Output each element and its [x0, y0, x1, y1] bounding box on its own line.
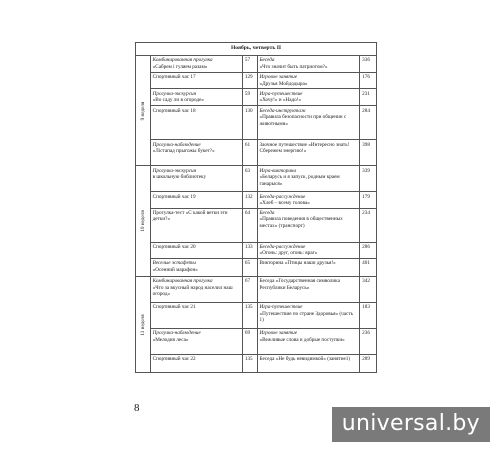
topic-cell — [257, 140, 360, 166]
topic-type: Игра-путешествие — [259, 90, 303, 97]
topic-type: Беседа-инструктаж — [259, 107, 306, 114]
table-row — [136, 242, 377, 258]
week-cell — [136, 166, 151, 277]
activity-cell — [150, 192, 242, 208]
topic-page-number: 284 — [360, 106, 377, 140]
topic-type: Игра-путешествие — [259, 304, 303, 311]
topic-type: Беседа-рассуждение — [259, 243, 306, 250]
activity-cell — [150, 56, 242, 73]
table-header-row — [136, 43, 377, 56]
activity-type: Комбинированная прогулка — [152, 57, 213, 64]
topic-page-number: 286 — [360, 242, 377, 258]
activity-cell — [150, 208, 242, 242]
topic-cell — [257, 303, 360, 329]
topic-title: «Друзья Мойдодыра» — [259, 80, 308, 87]
topic-page-number: 179 — [360, 192, 377, 208]
table-row — [136, 56, 377, 73]
activity-cell — [150, 166, 242, 192]
topic-title: «Хлеб – всему голова» — [259, 200, 310, 207]
activity-cell — [150, 242, 242, 258]
activity-page-number: 65 — [242, 259, 257, 277]
activity-page-number: 129 — [242, 73, 257, 89]
table-row — [136, 208, 377, 242]
activity-title: «Лiстапад прыгожы букет?» — [152, 148, 215, 155]
topic-title: «Беларусь и я запуск, родным краем ганарыся» — [259, 174, 340, 187]
topic-title: «Что значит быть патриотом?» — [259, 63, 328, 70]
topic-cell — [257, 192, 360, 208]
topic-page-number: 336 — [360, 56, 377, 73]
activity-page-number: 135 — [242, 355, 257, 373]
activity-page-number: 64 — [242, 208, 257, 242]
activity-type: Прогулка-наблюдение — [152, 141, 201, 148]
topic-title: Беседа «Государственная символика Республики Беларусь» — [259, 278, 340, 291]
topic-cell — [257, 355, 360, 373]
topic-type: Беседа — [259, 57, 275, 64]
table-row — [136, 192, 377, 208]
activity-page-number: 57 — [242, 56, 257, 73]
activity-type: Комбинированная прогулка — [152, 278, 213, 285]
activity-title: «Что за вкусный народ населил наш огород» — [152, 284, 233, 298]
table-row — [136, 140, 377, 166]
topic-cell — [257, 106, 360, 140]
topic-title: Викторина «Птицы наши друзья!» — [259, 260, 336, 267]
activity-type: Прогулка-экскурсия — [152, 167, 197, 174]
topic-page-number: 231 — [360, 89, 377, 106]
activity-page-number: 132 — [242, 192, 257, 208]
week-cell — [136, 56, 151, 166]
activity-page-number: 133 — [242, 242, 257, 258]
watermark-logo: universal.by — [332, 407, 490, 442]
activity-cell — [150, 303, 242, 329]
table-row — [136, 329, 377, 355]
topic-title: «Путешествие по стране Здоровья» (часть 1) — [259, 310, 353, 324]
activity-title: в школьную библиотеку — [152, 174, 207, 181]
page-number: 8 — [134, 402, 140, 414]
topic-title: Заочное путешествие «Интересно знать! Сбережем энергию!» — [259, 141, 350, 155]
lesson-plan-table — [135, 42, 377, 373]
week-label: 9 неделя — [139, 101, 146, 121]
topic-cell — [257, 56, 360, 73]
table-row — [136, 166, 377, 192]
topic-page-number: 342 — [360, 277, 377, 303]
topic-page-number: 234 — [360, 208, 377, 242]
table-row — [136, 89, 377, 106]
activity-title: «Мелодия леса» — [152, 336, 189, 343]
topic-cell — [257, 242, 360, 258]
topic-page-number: 289 — [360, 355, 377, 373]
activity-title: Спортивный час 18 — [152, 107, 196, 114]
activity-page-number: 59 — [242, 89, 257, 106]
activity-title: Спортивный час 22 — [152, 356, 196, 363]
activity-cell — [150, 355, 242, 373]
activity-page-number: 69 — [242, 329, 257, 355]
topic-cell — [257, 259, 360, 277]
week-label: 10 неделя — [139, 210, 146, 232]
activity-page-number: 130 — [242, 106, 257, 140]
topic-page-number: 339 — [360, 166, 377, 192]
topic-type: Игровое занятие — [259, 330, 298, 337]
topic-page-number: 398 — [360, 140, 377, 166]
activity-page-number: 63 — [242, 166, 257, 192]
activity-cell — [150, 73, 242, 89]
topic-cell — [257, 208, 360, 242]
topic-title: «Огонь: друг, огонь: враг» — [259, 250, 318, 257]
topic-title: «Правила поведения в общественных местах» (транспорт) — [259, 216, 343, 229]
table-row — [136, 355, 377, 373]
activity-cell — [150, 277, 242, 303]
week-label: 11 неделя — [139, 314, 146, 336]
table-row — [136, 259, 377, 277]
topic-type: Игровое занятие — [259, 74, 298, 81]
activity-title: «Сабрем і гуляем разам» — [152, 63, 208, 70]
topic-cell — [257, 166, 360, 192]
topic-cell — [257, 73, 360, 89]
activity-title: «Во саду ли в огороде» — [152, 97, 204, 104]
table-row — [136, 277, 377, 303]
activity-page-number: 67 — [242, 277, 257, 303]
topic-page-number: 236 — [360, 329, 377, 355]
activity-title: Спортивный час 21 — [152, 304, 196, 311]
activity-title: Прогулка-тест «С какой ветки эти детки?» — [152, 209, 228, 223]
table-header: Ноябрь, четверть II — [136, 43, 377, 56]
topic-title: «Вежливые слова и добрые поступки» — [259, 336, 345, 343]
topic-title: «Хочу!» и «Надо!» — [259, 97, 302, 104]
activity-cell — [150, 89, 242, 106]
topic-title: Беседа «Не будь невидимкой» (занятие1) — [259, 356, 351, 363]
topic-cell — [257, 89, 360, 106]
activity-cell — [150, 329, 242, 355]
week-cell — [136, 277, 151, 373]
activity-cell — [150, 106, 242, 140]
topic-cell — [257, 277, 360, 303]
activity-title: «Осенний марафон» — [152, 266, 198, 273]
topic-type: Игра-викторина — [259, 167, 297, 174]
table-row — [136, 303, 377, 329]
topic-title: «Правила безопасности при общении с животными» — [259, 114, 347, 127]
table-row — [136, 73, 377, 89]
topic-page-number: 176 — [360, 73, 377, 89]
activity-type: Веселые эстафеты — [152, 260, 196, 267]
activity-cell — [150, 259, 242, 277]
activity-type: Прогулка-наблюдение — [152, 330, 201, 337]
activity-page-number: 135 — [242, 303, 257, 329]
activity-title: Спортивный час 19 — [152, 193, 196, 200]
activity-type: Прогулка-экскурсия — [152, 90, 197, 97]
topic-cell — [257, 329, 360, 355]
table-row — [136, 106, 377, 140]
topic-page-number: 183 — [360, 303, 377, 329]
activity-cell — [150, 140, 242, 166]
topic-type: Беседа-рассуждение — [259, 193, 306, 200]
table-body — [136, 56, 377, 373]
activity-title: Спортивный час 17 — [152, 74, 196, 81]
topic-page-number: 401 — [360, 259, 377, 277]
activity-title: Спортивный час 20 — [152, 243, 196, 250]
topic-type: Беседа — [259, 209, 275, 216]
activity-page-number: 61 — [242, 140, 257, 166]
